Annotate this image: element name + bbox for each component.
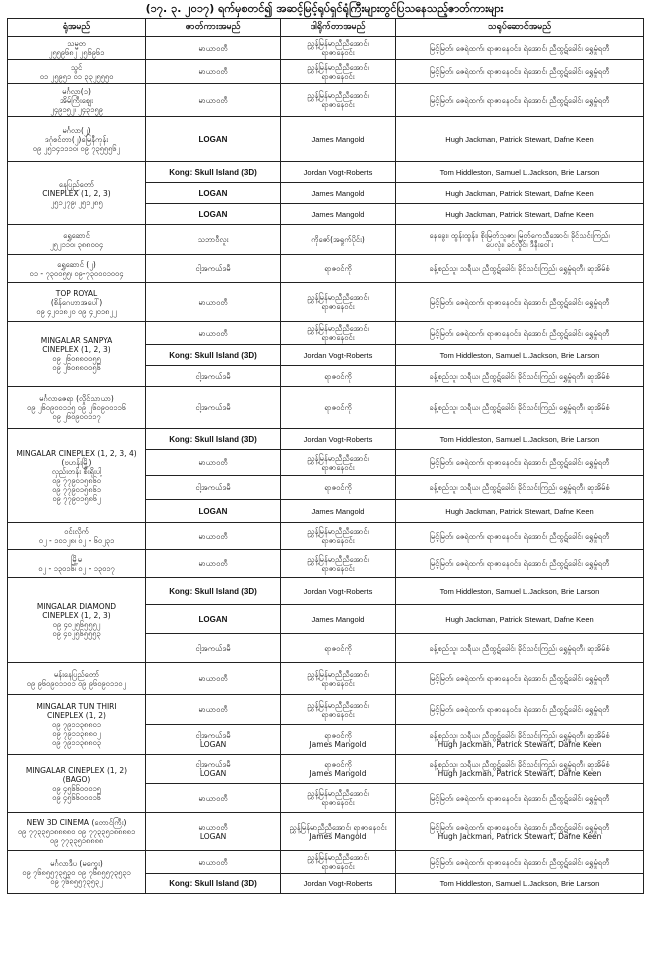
cinema-cell: သွင် ၀၁ ၂၅၉၅၁ ၀၁ ၃၃၂၅၅၅၀ <box>8 60 146 84</box>
cinema-cell: MINGALAR DIAMOND CINEPLEX (1, 2, 3) ၀၉ ၄၀၂၅၆၅၅၅၂ ၀၉ ၄၀၂၅၆၅၅၅၃ <box>8 578 146 663</box>
movie-cell: Kong: Skull Island (3D) <box>146 578 281 605</box>
director-cell: James Mangold <box>281 183 396 204</box>
cast-cell: Hugh Jackman, Patrick Stewart, Dafne Keen <box>396 117 644 162</box>
table-row <box>8 117 644 162</box>
movie-cell: မာယာဝတီ <box>146 550 281 578</box>
cinema-cell: ဝင်းလိုက် ၀၂ - ၁၀၁၂၈၊ ၀၂ - ၆၀၂၃၁ <box>8 523 146 550</box>
cast-cell: ခန့်စည်သူ၊ သရီယ၊ ညီထွဋ်ခေါင်၊ ခိုင်သင်းကြည်၊ ရွှေမှုံရတီ၊ ဆုအိမ်စံ <box>396 634 644 663</box>
cinema-cell: ရွှေဆောင် ၂၅၂၁၁၀၊ ၃၈၈၀၀၄ <box>8 225 146 255</box>
cinema-cell: နေပြည်တော် CINEPLEX (1, 2, 3) ၂၅၁၂၇၉၊ ၂၅၁၂၈၅ <box>8 162 146 225</box>
cinema-cell: MINGALAR CINEPLEX (1, 2) (BAGO) ၀၉ ၄၅၆၆၀၀၀၁၅ ၀၉ ၄၅၆၆၀၀၀၁၆ <box>8 755 146 813</box>
movie-cell: ငါ့အကယ်ဒမီ <box>146 366 281 387</box>
cinema-cell: ရွှေဆောင် (၂) ၀၁ - ၇၃၀၀၅၅၊ ၀၉-၇၃၀၀၀၁၀၀၄ <box>8 255 146 283</box>
column-header-movie: ဇာတ်ကားအမည် <box>146 19 281 37</box>
movie-cell: မာယာဝတီ <box>146 663 281 695</box>
director-cell: ရာဇဝင်ကို James Mangold <box>281 725 396 755</box>
director-cell: Jordan Vogt-Roberts <box>281 578 396 605</box>
column-header-cinema: ရုံအမည် <box>8 19 146 37</box>
cast-cell: မြင့်မြတ်၊ ဇေရဲထက်၊ ရာဇာနေဝင်း၊ ရဲအောင်၊ ညီထွဋ်ခေါင်၊ ရွှေမှုံရတီ <box>396 663 644 695</box>
movie-cell: ငါ့အကယ်ဒမီ <box>146 634 281 663</box>
table-row <box>8 523 644 550</box>
table-row <box>8 225 644 255</box>
table-row <box>8 283 644 322</box>
director-cell: ရာဇဝင်ကို <box>281 366 396 387</box>
movie-cell: မာယာဝတီ <box>146 60 281 84</box>
movie-cell: မာယာဝတီ <box>146 84 281 117</box>
director-cell: ရာဇဝင်ကို <box>281 387 396 429</box>
cast-cell: မြင့်မြတ်၊ ဇေရဲထက်၊ ရာဇာနေဝင်း၊ ရဲအောင်၊ ညီထွဋ်ခေါင်၊ ရွှေမှုံရတီ <box>396 523 644 550</box>
director-cell: ညွှန့်မြန်မာညီညီအောင်၊ ရာဇာနေဝင်း <box>281 283 396 322</box>
director-cell: Jordan Vogt-Roberts <box>281 874 396 894</box>
director-cell: ကိုဇော်(အရှုက်ပိုင်း) <box>281 225 396 255</box>
table-row <box>8 322 644 345</box>
table-row <box>8 60 644 84</box>
cinema-cell: မင်္ဂလာဇေရာ (လှိုင်သာယာ) ၀၉ ၂၆၀၉၀၀၁၁၅ ၀၉ ၂၆၀၉၀၀၁၁၆ ၀၉ ၂၆၀၉၀၀၁၁၇ <box>8 387 146 429</box>
director-cell: ရာဇဝင်ကို <box>281 634 396 663</box>
director-cell: ညွှန့်မြန်မာညီညီအောင်၊ ရာဇာနေဝင်း <box>281 523 396 550</box>
director-cell: James Mangold <box>281 605 396 634</box>
cast-cell: မြင့်မြတ်၊ ဇေရဲထက်၊ ရာဇာနေဝင်း၊ ရဲအောင်၊ ညီထွဋ်ခေါင်၊ ရွှေမှုံရတီ <box>396 450 644 476</box>
movie-cell: မာယာဝတီ <box>146 523 281 550</box>
table-row <box>8 387 644 429</box>
cast-cell: Tom Hiddleston, Samuel L.Jackson, Brie Larson <box>396 874 644 894</box>
director-cell: Jordan Vogt-Roberts <box>281 345 396 366</box>
movie-cell: Kong: Skull Island (3D) <box>146 429 281 450</box>
cast-cell: မြင့်မြတ်၊ ဇေရဲထက်၊ ရာဇာနေဝင်း၊ ရဲအောင်၊ ညီထွဋ်ခေါင်၊ ရွှေမှုံရတီ <box>396 550 644 578</box>
movie-cell: ငါ့အကယ်ဒမီ LOGAN <box>146 755 281 784</box>
director-cell: ညွှန့်မြန်မာညီညီအောင်၊ ရာဇာနေဝင်း <box>281 663 396 695</box>
table-row <box>8 755 644 784</box>
director-cell: ညွှန့်မြန်မာညီညီအောင်၊ ရာဇာနေဝင်း <box>281 450 396 476</box>
table-row <box>8 162 644 183</box>
cast-cell: Tom Hiddleston, Samuel L.Jackson, Brie Larson <box>396 345 644 366</box>
cast-cell: နေခွေး၊ ထွန်းထွန်း၊ စိုးမြတ်သူဇာ၊ မြတ်ကေသီအောင်၊ ခိုင်သင်းကြည်၊ ပေလုံး၊ ခင်လှိုင်၊ ဒီနီးဝေါ်း <box>396 225 644 255</box>
table-row <box>8 851 644 874</box>
schedule-table <box>7 18 644 894</box>
director-cell: James Mangold <box>281 204 396 225</box>
movie-cell: မာယာဝတီ <box>146 784 281 813</box>
director-cell: ညွှန့်မြန်မာညီညီအောင်၊ ရာဇာနေဝင်း <box>281 784 396 813</box>
table-row <box>8 429 644 450</box>
movie-cell: LOGAN <box>146 117 281 162</box>
movie-cell: Kong: Skull Island (3D) <box>146 874 281 894</box>
movie-cell: LOGAN <box>146 183 281 204</box>
cast-cell: Hugh Jackman, Patrick Stewart, Dafne Keen <box>396 183 644 204</box>
cinema-cell: MINGALAR SANPYA CINEPLEX (1, 2, 3) ၀၉ ၂၆၀၈၈၀၀၅၅ ၀၉ ၂၆၀၈၈၀၀၅၆ <box>8 322 146 387</box>
cast-cell: ခန့်စည်သူ၊ သရီယ၊ ညီထွဋ်ခေါင်၊ ခိုင်သင်းကြည်၊ ရွှေမှုံရတီ၊ ဆုအိမ်စံ <box>396 366 644 387</box>
cast-cell: မြင့်မြတ်၊ ဇေရဲထက်၊ ရာဇာနေဝင်း၊ ရဲအောင်၊ ညီထွဋ်ခေါင်၊ ရွှေမှုံရတီ Hugh Jackman, Patrick Stewart, Dafne Keen <box>396 813 644 851</box>
cast-cell: ခန့်စည်သူ၊ သရီယ၊ ညီထွဋ်ခေါင်၊ ခိုင်သင်းကြည်၊ ရွှေမှုံရတီ၊ ဆုအိမ်စံ <box>396 476 644 500</box>
director-cell: ညွှန့်မြန်မာညီညီအောင်၊ ရာဇာနေဝင်း <box>281 550 396 578</box>
schedule-body <box>8 37 644 894</box>
movie-cell: LOGAN <box>146 500 281 523</box>
movie-cell: မာယာဝတီ LOGAN <box>146 813 281 851</box>
director-cell: James Mangold <box>281 500 396 523</box>
director-cell: ညွှန့်မြန်မာညီညီအောင်၊ ရာဇာနေဝင်း <box>281 322 396 345</box>
cinema-cell: မြို့မ ၀၂ - ၁၃၀၁၆၊ ၀၂ - ၁၃၀၁၇ <box>8 550 146 578</box>
table-header-row <box>8 19 644 37</box>
cast-cell: Hugh Jackman, Patrick Stewart, Dafne Keen <box>396 605 644 634</box>
director-cell: ညွှန့်မြန်မာညီညီအောင်၊ ရာဇာနေဝင်း James Mangold <box>281 813 396 851</box>
movie-cell: မာယာဝတီ <box>146 283 281 322</box>
cinema-cell: မင်္ဂလာ(၁) အိမ်ကြီးဈေး ၂၄၉၁၅၂၊ ၂၄၃၁၅၉ <box>8 84 146 117</box>
director-cell: ရာဇဝင်ကို James Mangold <box>281 755 396 784</box>
cinema-cell: NEW 3D CINEMA (တောင်ကြီး) ၀၉ ၇၇၃၃၅၁၈၈၈၈၀ ၀၉ ၇၇၃၃၅၁၈၈၈၈၁ ၀၉ ၇၇၃၃၅၁၈၈၈၈ <box>8 813 146 851</box>
movie-cell: မာယာဝတီ <box>146 851 281 874</box>
table-row <box>8 37 644 60</box>
movie-cell: LOGAN <box>146 204 281 225</box>
cinema-cell: MINGALAR CINEPLEX (1, 2, 3, 4) (ဗဟန်းမြို့) လှည်းတန်း စီးရိုးပါ့ ၀၉ ၇၇၉၀၁၅၈၆၀ ၀၉ ၇၇၉၀၁၅၈၆၁ ၀၉ ၇၇၉၀၁၅၈၆၂ <box>8 429 146 523</box>
cast-cell: မြင့်မြတ်၊ ဇေရဲထက်၊ ရာဇာနေဝင်း၊ ရဲအောင်၊ ညီထွဋ်ခေါင်၊ ရွှေမှုံရတီ <box>396 784 644 813</box>
cinema-cell: MINGALAR TUN THIRI CINEPLEX (1, 2) ၀၉ ၇၉၁၁၃၈၈၀၁ ၀၉ ၇၉၁၁၃၈၈၀၂ ၀၉ ၇၉၁၁၃၈၈၀၃ <box>8 695 146 755</box>
cast-cell: မြင့်မြတ်၊ ဇေရဲထက်၊ ရာဇာနေဝင်း၊ ရဲအောင်၊ ညီထွဋ်ခေါင်၊ ရွှေမှုံရတီ <box>396 283 644 322</box>
cast-cell: Tom Hiddleston, Samuel L.Jackson, Brie Larson <box>396 162 644 183</box>
cinema-cell: TOP ROYAL (စိန်ဂေဟာအပေါ်) ၀၉ ၄၂၀၁၈၂၀ ၀၉ ၄၂၀၁၈၂၂ <box>8 283 146 322</box>
movie-cell: ငါ့အကယ်ဒမီ <box>146 387 281 429</box>
table-row <box>8 663 644 695</box>
director-cell: ညွှန့်မြန်မာညီညီအောင်၊ ရာဇာနေဝင်း <box>281 695 396 725</box>
cast-cell: ခန့်စည်သူ၊ သရီယ၊ ညီထွဋ်ခေါင်၊ ခိုင်သင်းကြည်၊ ရွှေမှုံရတီ၊ ဆုအိမ်စံ <box>396 255 644 283</box>
cast-cell: မြင့်မြတ်၊ ဇေရဲထက်၊ ရာဇာနေဝင်း၊ ရဲအောင်၊ ညီထွဋ်ခေါင်၊ ရွှေမှုံရတီ <box>396 37 644 60</box>
table-row <box>8 695 644 725</box>
movie-cell: LOGAN <box>146 605 281 634</box>
cast-cell: မြင့်မြတ်၊ ဇေရဲထက်၊ ရာဇာနေဝင်း၊ ရဲအောင်၊ ညီထွဋ်ခေါင်၊ ရွှေမှုံရတီ <box>396 322 644 345</box>
table-row <box>8 813 644 851</box>
column-header-cast: သရုပ်ဆောင်အမည် <box>396 19 644 37</box>
movie-cell: Kong: Skull Island (3D) <box>146 162 281 183</box>
cast-cell: ခန့်စည်သူ၊ သရီယ၊ ညီထွဋ်ခေါင်၊ ခိုင်သင်းကြည်၊ ရွှေမှုံရတီ၊ ဆုအိမ်စံ <box>396 387 644 429</box>
cast-cell: မြင့်မြတ်၊ ဇေရဲထက်၊ ရာဇာနေဝင်း၊ ရဲအောင်၊ ညီထွဋ်ခေါင်၊ ရွှေမှုံရတီ <box>396 84 644 117</box>
cast-cell: ခန့်စည်သူ၊ သရီယ၊ ညီထွဋ်ခေါင်၊ ခိုင်သင်းကြည်၊ ရွှေမှုံရတီ၊ ဆုအိမ်စံ Hugh Jackman, Patrick Stewart, Dafne Keen <box>396 725 644 755</box>
cast-cell: Tom Hiddleston, Samuel L.Jackson, Brie Larson <box>396 429 644 450</box>
cast-cell: Tom Hiddleston, Samuel L.Jackson, Brie Larson <box>396 578 644 605</box>
cinema-cell: မန်းနေပြည်တော် ၀၉ ၉၆၀၉၀၁၁၀၁ ၀၉ ၉၆၀၉၀၁၁၀၂ <box>8 663 146 695</box>
director-cell: James Mangold <box>281 117 396 162</box>
page-title: (၁၇. ၃. ၂၀၁၇) ရက်မှစတင်၍ အဆင့်မြင့်ရုပ်ရှင်ရုံကြီးများတွင်ပြသနေသည့်ဇာတ်ကားများ <box>145 2 504 15</box>
director-cell: ညွှန့်မြန်မာညီညီအောင်၊ ရာဇာနေဝင်း <box>281 84 396 117</box>
movie-cell: မာယာဝတီ <box>146 322 281 345</box>
movie-cell: မာယာဝတီ <box>146 450 281 476</box>
cinema-cell: မင်္ဂလာဒီပ (မကွေး) ၀၉ ၇၆၈၅၅၇၃၅၃၀ ၀၉ ၇၆၈၅၅၇၃၅၃၁ ၀၉ ၇၆၈၅၅၇၃၅၃၂ <box>8 851 146 894</box>
table-row <box>8 84 644 117</box>
director-cell: ရာဇဝင်ကို <box>281 476 396 500</box>
table-row <box>8 255 644 283</box>
cinema-cell: မင်္ဂလာ(၂) ဒဂုံစင်တာ(၂)မြေနီကုန်း ၀၉ ၂၅၁၄၁၁၁၀၊ ၀၉ ၇၃၅၅၅၆၂ <box>8 117 146 162</box>
cast-cell: ခန့်စည်သူ၊ သရီယ၊ ညီထွဋ်ခေါင်၊ ခိုင်သင်းကြည်၊ ရွှေမှုံရတီ၊ ဆုအိမ်စံ Hugh Jackman, Patrick Stewart, Dafne Keen <box>396 755 644 784</box>
cast-cell: မြင့်မြတ်၊ ဇေရဲထက်၊ ရာဇာနေဝင်း၊ ရဲအောင်၊ ညီထွဋ်ခေါင်၊ ရွှေမှုံရတီ <box>396 851 644 874</box>
movie-cell: မာယာဝတီ <box>146 695 281 725</box>
director-cell: ရာဇဝင်ကို <box>281 255 396 283</box>
movie-cell: မာယာဝတီ <box>146 37 281 60</box>
movie-cell: ငါ့အကယ်ဒမီ <box>146 255 281 283</box>
director-cell: ညွှန့်မြန်မာညီညီအောင်၊ ရာဇာနေဝင်း <box>281 60 396 84</box>
director-cell: ညွှန့်မြန်မာညီညီအောင်၊ ရာဇာနေဝင်း <box>281 851 396 874</box>
column-header-director: ဒါရိုက်တာအမည် <box>281 19 396 37</box>
table-row <box>8 550 644 578</box>
director-cell: Jordan Vogt-Roberts <box>281 429 396 450</box>
cinema-cell: သမ္မတ ၂၅၅၉၆၈၂ ၂၅၆၉၆၁ <box>8 37 146 60</box>
cast-cell: Hugh Jackman, Patrick Stewart, Dafne Keen <box>396 500 644 523</box>
director-cell: Jordan Vogt-Roberts <box>281 162 396 183</box>
cast-cell: Hugh Jackman, Patrick Stewart, Dafne Keen <box>396 204 644 225</box>
cast-cell: မြင့်မြတ်၊ ဇေရဲထက်၊ ရာဇာနေဝင်း၊ ရဲအောင်၊ ညီထွဋ်ခေါင်၊ ရွှေမှုံရတီ <box>396 60 644 84</box>
table-row <box>8 578 644 605</box>
movie-cell: ငါ့အကယ်ဒမီ LOGAN <box>146 725 281 755</box>
director-cell: ညွှန့်မြန်မာညီညီအောင်၊ ရာဇာနေဝင်း <box>281 37 396 60</box>
movie-cell: Kong: Skull Island (3D) <box>146 345 281 366</box>
movie-cell: သဘာဝီလူး <box>146 225 281 255</box>
cast-cell: မြင့်မြတ်၊ ဇေရဲထက်၊ ရာဇာနေဝင်း၊ ရဲအောင်၊ ညီထွဋ်ခေါင်၊ ရွှေမှုံရတီ <box>396 695 644 725</box>
movie-cell: ငါ့အကယ်ဒမီ <box>146 476 281 500</box>
